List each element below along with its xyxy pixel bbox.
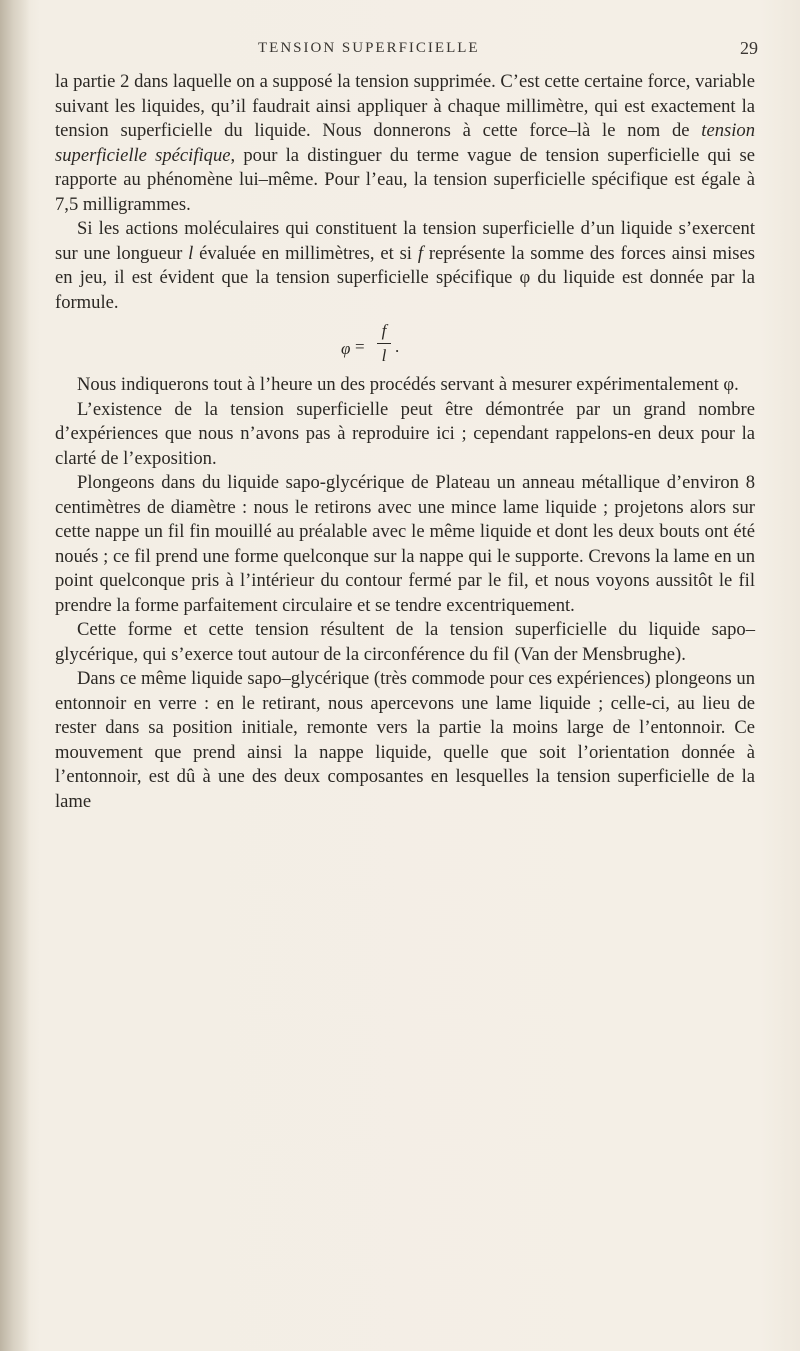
running-head: TENSION SUPERFICIELLE [258,40,480,56]
paragraph-2-text-a: Si les actions moléculaires qui constituent la tension superficielle d’un liquide s’exercent sur une longueur [55,218,755,264]
formula [55,321,755,373]
paragraph-5: Plongeons dans du liquide sapo-glycérique de Plateau un anneau métallique d’environ 8 centimètres de diamètre : nous le retirons avec une mince lame liquide ; projetons alors sur cette nappe un fil fin mouillé au préalable avec le même liquide et dont les deux bouts ont été noués ; ce fil prend une forme quelconque sur la nappe qui le supporte. Crevons la lame en un point quelconque pris à l’intérieur du contour fermé par le fil, et nous voyons aussitôt le fil prendre la forme parfaitement circulaire et se tendre excentriquement. [55,472,755,616]
page-header [258,40,758,70]
paragraph-2-var-f: f [417,242,423,264]
paragraph-2-var-l: l [188,242,194,264]
formula-numerator: f [381,321,387,340]
page-binding-shadow [0,0,30,1351]
formula-denominator: l [381,346,387,365]
paragraph-7: Dans ce même liquide sapo–glycérique (très commode pour ces expériences) plongeons un entonnoir en verre : en le retirant, nous apercevons une lame liquide ; celle-ci, au lieu de rester dans sa position initiale, remonte vers la partie la moins large de l’entonnoir. Ce mouvement que prend ainsi la nappe liquide, quelle que soit l’orientation donnée à l’entonnoir, est dû à une des deux composantes en lesquelles la tension superficielle de la lame [55,668,755,812]
formula-end: . [395,337,400,356]
paragraph-4: L’existence de la tension superficielle peut être démontrée par un grand nombre d’expériences que nous n’avons pas à reproduire ici ; cependant rappelons-en deux pour la clarté de l’exposition. [55,398,755,469]
paragraph-1-text-b: , pour la distinguer du terme vague de tension superficielle qui se rapporte au phénomène lui–même. Pour l’eau, la tension superficielle spécifique est égale à 7,5 milligrammes. [55,144,755,215]
paragraph-2-text-c: représente la somme des forces ainsi mises en jeu, il est évident que la tension superficielle spécifique φ du liquide est donnée par la formule. [55,242,755,313]
formula-fraction [377,321,391,366]
paragraph-1 [55,70,755,217]
paragraph-1-text-a: la partie 2 dans laquelle on a supposé la tension supprimée. C’est cette certaine force, variable suivant les liquides, qu’il faudrait ainsi appliquer à chaque millimètre, qui est exactement la tension superficielle du liquide. Nous donnerons à cette force–là le nom de [55,71,755,141]
formula-fraction-bar [377,343,391,344]
paragraph-2 [55,217,755,315]
page-body [55,70,755,814]
formula-lhs: φ [341,339,351,358]
paragraph-3: Nous indiquerons tout à l’heure un des procédés servant à mesurer expérimentalement φ. [77,374,739,395]
paragraph-1-italic-term: tension superficielle spécifique [55,120,755,166]
page-number: 29 [740,38,758,58]
paragraph-6: Cette forme et cette tension résultent de la tension superficielle du liquide sapo–glycérique, qui s’exerce tout autour de la circonférence du fil (Van der Mensbrughe). [55,619,755,665]
formula-equals: = [355,337,365,356]
paragraph-2-text-b: évaluée en millimètres, et si [193,242,418,264]
